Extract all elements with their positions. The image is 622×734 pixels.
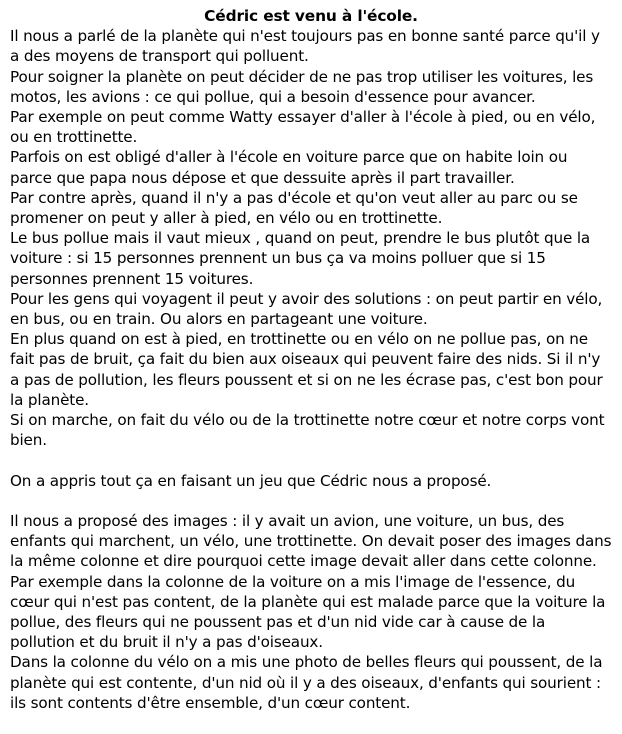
paragraph: Par contre après, quand il n'y a pas d'école et qu'on veut aller au parc ou se promener on peut y aller à pied, en vélo ou en trottinette.	[10, 188, 578, 228]
game-paragraph: Par exemple dans la colonne de la voiture on a mis l'image de l'essence, du cœur qui n'est pas content, de la planète qui est malade parce que la voiture la pollue, des fleurs qui ne poussent pas et d'un nid vide car à cause de la pollution et du bruit il n'y a pas d'oiseaux.	[10, 572, 606, 652]
game-paragraph: Il nous a proposé des images : il y avait un avion, une voiture, un bus, des enfants qui marchent, un vélo, une trottinette. On devait poser des images dans la même colonne et dire pourquoi cette image devait aller dans cette colonne.	[10, 512, 612, 571]
paragraph: Parfois on est obligé d'aller à l'école en voiture parce que on habite loin ou parce que papa nous dépose et que dessuite après il part travailler.	[10, 148, 568, 187]
paragraph: En plus quand on est à pied, en trottinette ou en vélo on ne pollue pas, on ne fait pas de bruit, ça fait du bien aux oiseaux qui peuvent faire des nids. Si il n'y a pas de pollution, les fleurs poussent et si on ne les écrase pas, c'est bon pour la planète.	[10, 330, 603, 409]
paragraph: Par exemple on peut comme Watty essayer d'aller à l'école à pied, ou en vélo, ou en trottinette.	[10, 108, 596, 147]
document-title: Cédric est venu à l'école.	[204, 7, 418, 25]
game-intro-paragraph: On a appris tout ça en faisant un jeu que Cédric nous a proposé.	[10, 471, 492, 490]
blank-line	[10, 491, 612, 511]
paragraph: Le bus pollue mais il vaut mieux , quand on peut, prendre le bus plutôt que la voiture : si 15 personnes prennent un bus ça va moins polluer que si 15 personnes prennent 15 voitures.	[10, 229, 591, 288]
blank-line	[10, 450, 612, 470]
game-paragraph: Dans la colonne du vélo on a mis une photo de belles fleurs qui poussent, de la planète qui est contente, d'un nid où il y a des oiseaux, d'enfants qui sourient : ils sont contents d'être ensemble, d'un cœur content.	[10, 653, 603, 712]
paragraph: Si on marche, on fait du vélo ou de la trottinette notre cœur et notre corps vont bien.	[10, 411, 605, 450]
paragraph: Pour soigner la planète on peut décider de ne pas trop utiliser les voitures, les motos, les avions : ce qui pollue, qui a besoin d'essence pour avancer.	[10, 67, 594, 106]
paragraph: Il nous a parlé de la planète qui n'est toujours pas en bonne santé parce qu'il y a des moyens de transport qui polluent.	[10, 27, 600, 66]
paragraph: Pour les gens qui voyagent il peut y avoir des solutions : on peut partir en vélo, en bus, ou en train. Ou alors en partageant une voiture.	[10, 289, 603, 329]
